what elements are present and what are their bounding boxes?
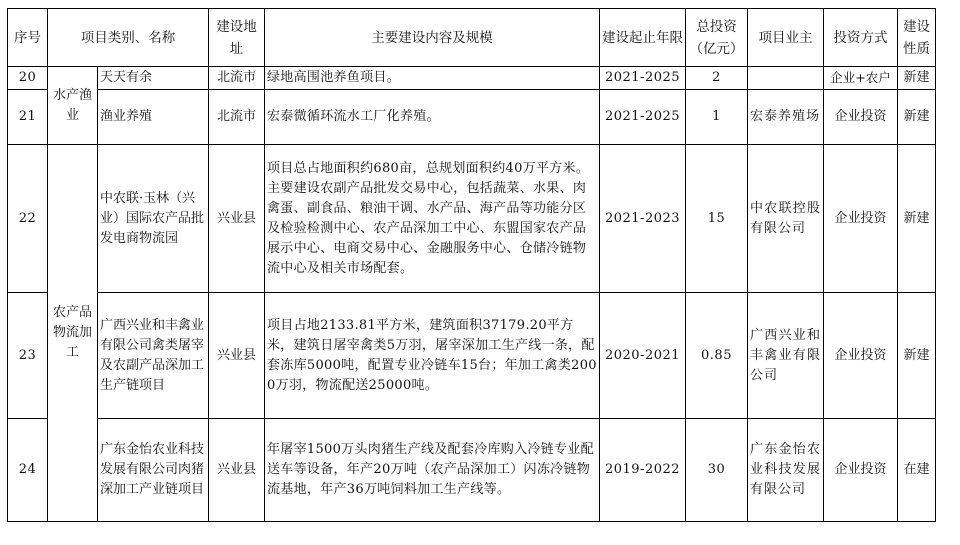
header-period: 建设起止年限 [600, 9, 686, 67]
project-nature: 新建 [898, 145, 936, 293]
project-invest-mode: 企业投资 [824, 145, 898, 293]
project-content: 宏泰微循环流水工厂化养殖。 [265, 90, 600, 145]
project-content: 项目总占地面积约680亩，总规划面积约40万平方米。主要建设农副产品批发交易中心，包括蔬菜、水果、肉禽蛋、副食品、粮油干调、水产品、海产品等功能分区及检验检测中心、农产品深加工中心、东盟国家农产品展示中心、电商交易中心、金融服务中心、仓储冷链物流中心及相关市场配套。 [265, 145, 600, 293]
project-content: 项目占地2133.81平方米，建筑面积37179.20平方米，建筑日屠宰禽类5万羽，屠宰深加工生产线一条，配套冻库5000吨，配置专业冷链车15台；年加工禽类2000万羽，物流配送25000吨。 [265, 293, 600, 419]
row-no: 23 [8, 293, 48, 419]
table-row [8, 90, 936, 145]
project-period: 2020-2021 [600, 293, 686, 419]
project-investment: 1 [686, 90, 748, 145]
project-investment: 15 [686, 145, 748, 293]
category-fishery: 水产渔业 [48, 67, 98, 145]
table-row [8, 293, 936, 419]
header-row [8, 9, 936, 67]
row-no: 21 [8, 90, 48, 145]
project-name: 天天有余 [98, 67, 209, 90]
header-investment: 总投资（亿元） [686, 9, 748, 67]
project-invest-mode: 企业投资 [824, 419, 898, 522]
project-location: 兴业县 [209, 145, 265, 293]
header-no: 序号 [8, 9, 48, 67]
row-no: 20 [8, 67, 48, 90]
project-invest-mode: 企业+农户 [824, 67, 898, 90]
project-content: 绿地高围池养鱼项目。 [265, 67, 600, 90]
project-invest-mode: 企业投资 [824, 293, 898, 419]
table-row [8, 145, 936, 293]
header-owner: 项目业主 [748, 9, 824, 67]
project-owner: 中农联控股有限公司 [748, 145, 824, 293]
project-invest-mode: 企业投资 [824, 90, 898, 145]
project-location: 兴业县 [209, 293, 265, 419]
row-no: 24 [8, 419, 48, 522]
project-owner: 宏泰养殖场 [748, 90, 824, 145]
table-row [8, 419, 936, 522]
project-period: 2021-2025 [600, 90, 686, 145]
project-period: 2019-2022 [600, 419, 686, 522]
project-name: 广东金怡农业科技发展有限公司肉猪深加工产业链项目 [98, 419, 209, 522]
project-name: 中农联·玉林（兴业）国际农产品批发电商物流园 [98, 145, 209, 293]
project-nature: 新建 [898, 293, 936, 419]
header-invest-mode: 投资方式 [824, 9, 898, 67]
category-logistics: 农产品物流加工 [48, 145, 98, 522]
project-owner [748, 67, 824, 90]
project-content: 年屠宰1500万头肉猪生产线及配套冷库购入冷链专业配送车等设备，年产20万吨（农产品深加工）闪冻冷链物流基地，年产36万吨饲料加工生产线等。 [265, 419, 600, 522]
project-location: 兴业县 [209, 419, 265, 522]
project-period: 2021-2025 [600, 67, 686, 90]
project-nature: 新建 [898, 67, 936, 90]
project-table [7, 8, 936, 522]
header-nature: 建设性质 [898, 9, 936, 67]
table-row [8, 67, 936, 90]
project-owner: 广东金怡农业科技发展有限公司 [748, 419, 824, 522]
header-category-name: 项目类别、名称 [48, 9, 209, 67]
row-no: 22 [8, 145, 48, 293]
header-content: 主要建设内容及规模 [265, 9, 600, 67]
project-name: 广西兴业和丰禽业有限公司禽类屠宰及农副产品深加工生产链项目 [98, 293, 209, 419]
header-location: 建设地址 [209, 9, 265, 67]
project-nature: 在建 [898, 419, 936, 522]
project-nature: 新建 [898, 90, 936, 145]
project-table-container [7, 8, 936, 522]
project-location: 北流市 [209, 90, 265, 145]
project-name: 渔业养殖 [98, 90, 209, 145]
project-location: 北流市 [209, 67, 265, 90]
project-investment: 2 [686, 67, 748, 90]
project-period: 2021-2023 [600, 145, 686, 293]
project-investment: 0.85 [686, 293, 748, 419]
project-owner: 广西兴业和丰禽业有限公司 [748, 293, 824, 419]
project-investment: 30 [686, 419, 748, 522]
